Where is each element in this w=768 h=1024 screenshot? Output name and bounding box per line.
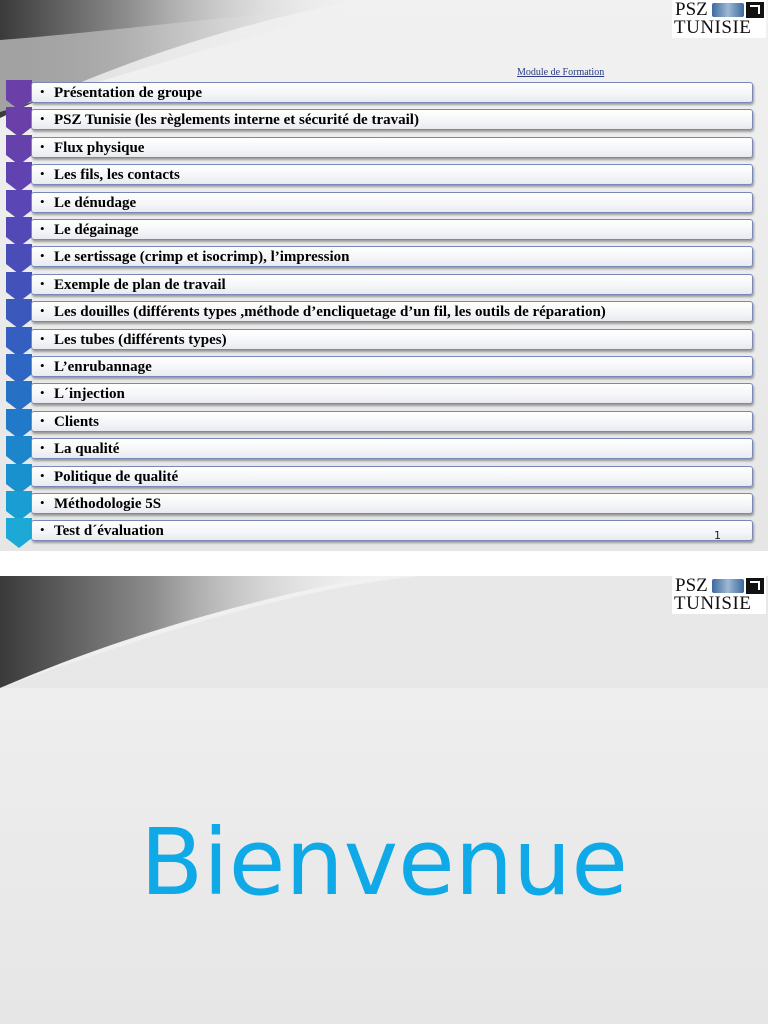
bullet-icon: • (40, 385, 45, 400)
agenda-item (31, 466, 753, 487)
agenda-chevron-icon (6, 299, 32, 329)
page-number: 1 (714, 529, 721, 542)
agenda-item (31, 411, 753, 432)
agenda-item-label: Les douilles (différents types ,méthode d’encliquetage d’un fil, les outils de réparation) (54, 304, 606, 320)
bullet-icon: • (40, 111, 45, 126)
agenda-item (31, 274, 753, 295)
agenda-chevron-icon (6, 107, 32, 137)
welcome-title: Bienvenue (140, 809, 628, 916)
agenda-item-label: Exemple de plan de travail (54, 277, 226, 293)
agenda-item (31, 82, 753, 103)
agenda-item (31, 383, 753, 404)
agenda-item-label: PSZ Tunisie (les règlements interne et sécurité de travail) (54, 112, 419, 128)
agenda-item-label: L’enrubannage (54, 359, 152, 375)
welcome-slide (0, 576, 768, 1024)
logo-text-tunisie: TUNISIE (674, 593, 752, 614)
agenda-chevron-icon (6, 518, 32, 548)
bullet-icon: • (40, 358, 45, 373)
bullet-icon: • (40, 166, 45, 181)
agenda-chevron-icon (6, 491, 32, 521)
agenda-chevron-icon (6, 436, 32, 466)
agenda-item (31, 246, 753, 267)
agenda-item (31, 438, 753, 459)
agenda-item (31, 137, 753, 158)
agenda-item (31, 219, 753, 240)
agenda-item (31, 356, 753, 377)
bullet-icon: • (40, 84, 45, 99)
agenda-item-label: Le dégainage (54, 222, 139, 238)
bullet-icon: • (40, 522, 45, 537)
agenda-item-label: Le dénudage (54, 195, 137, 211)
agenda-item (31, 192, 753, 213)
agenda-item-label: Politique de qualité (54, 469, 179, 485)
agenda-item (31, 301, 753, 322)
logo-text-tunisie: TUNISIE (674, 17, 752, 38)
bullet-icon: • (40, 276, 45, 291)
agenda-item-label: L´injection (54, 386, 125, 402)
agenda-item-label: Test d´évaluation (54, 523, 164, 539)
agenda-item-label: Flux physique (54, 140, 145, 156)
agenda-item-label: Le sertissage (crimp et isocrimp), l’impression (54, 249, 350, 265)
globe-icon (712, 3, 744, 17)
agenda-item (31, 493, 753, 514)
agenda-chevron-icon (6, 135, 32, 165)
bullet-icon: • (40, 139, 45, 154)
agenda-item-label: Les fils, les contacts (54, 167, 180, 183)
agenda-chevron-icon (6, 464, 32, 494)
psz-tunisie-logo (672, 576, 766, 614)
logo-text-psz: PSZ (675, 576, 708, 596)
logo-mark-icon (746, 578, 764, 594)
agenda-chevron-icon (6, 354, 32, 384)
agenda-item-label: Méthodologie 5S (54, 496, 162, 512)
agenda-item (31, 520, 753, 541)
agenda-item-label: Clients (54, 414, 99, 430)
bullet-icon: • (40, 221, 45, 236)
agenda-chevron-icon (6, 409, 32, 439)
bullet-icon: • (40, 303, 45, 318)
bullet-icon: • (40, 413, 45, 428)
agenda-item (31, 329, 753, 350)
agenda-chevron-icon (6, 162, 32, 192)
slide-swoosh-decoration (0, 576, 768, 692)
agenda-item (31, 164, 753, 185)
agenda-chevron-icon (6, 217, 32, 247)
bullet-icon: • (40, 331, 45, 346)
agenda-item-label: Les tubes (différents types) (54, 332, 227, 348)
agenda-item-label: Présentation de groupe (54, 85, 203, 101)
logo-text-psz: PSZ (675, 0, 708, 20)
agenda-chevron-icon (6, 272, 32, 302)
logo-mark-icon (746, 2, 764, 18)
psz-tunisie-logo (672, 0, 766, 38)
module-label-link[interactable]: Module de Formation (517, 67, 605, 78)
agenda-chevron-icon (6, 80, 32, 110)
agenda-chevron-icon (6, 327, 32, 357)
agenda-chevron-icon (6, 381, 32, 411)
bullet-icon: • (40, 440, 45, 455)
agenda-item-label: La qualité (54, 441, 120, 457)
agenda-chevron-icon (6, 190, 32, 220)
agenda-item (31, 109, 753, 130)
bullet-icon: • (40, 468, 45, 483)
bullet-icon: • (40, 495, 45, 510)
bullet-icon: • (40, 248, 45, 263)
bullet-icon: • (40, 194, 45, 209)
agenda-chevron-icon (6, 244, 32, 274)
globe-icon (712, 579, 744, 593)
